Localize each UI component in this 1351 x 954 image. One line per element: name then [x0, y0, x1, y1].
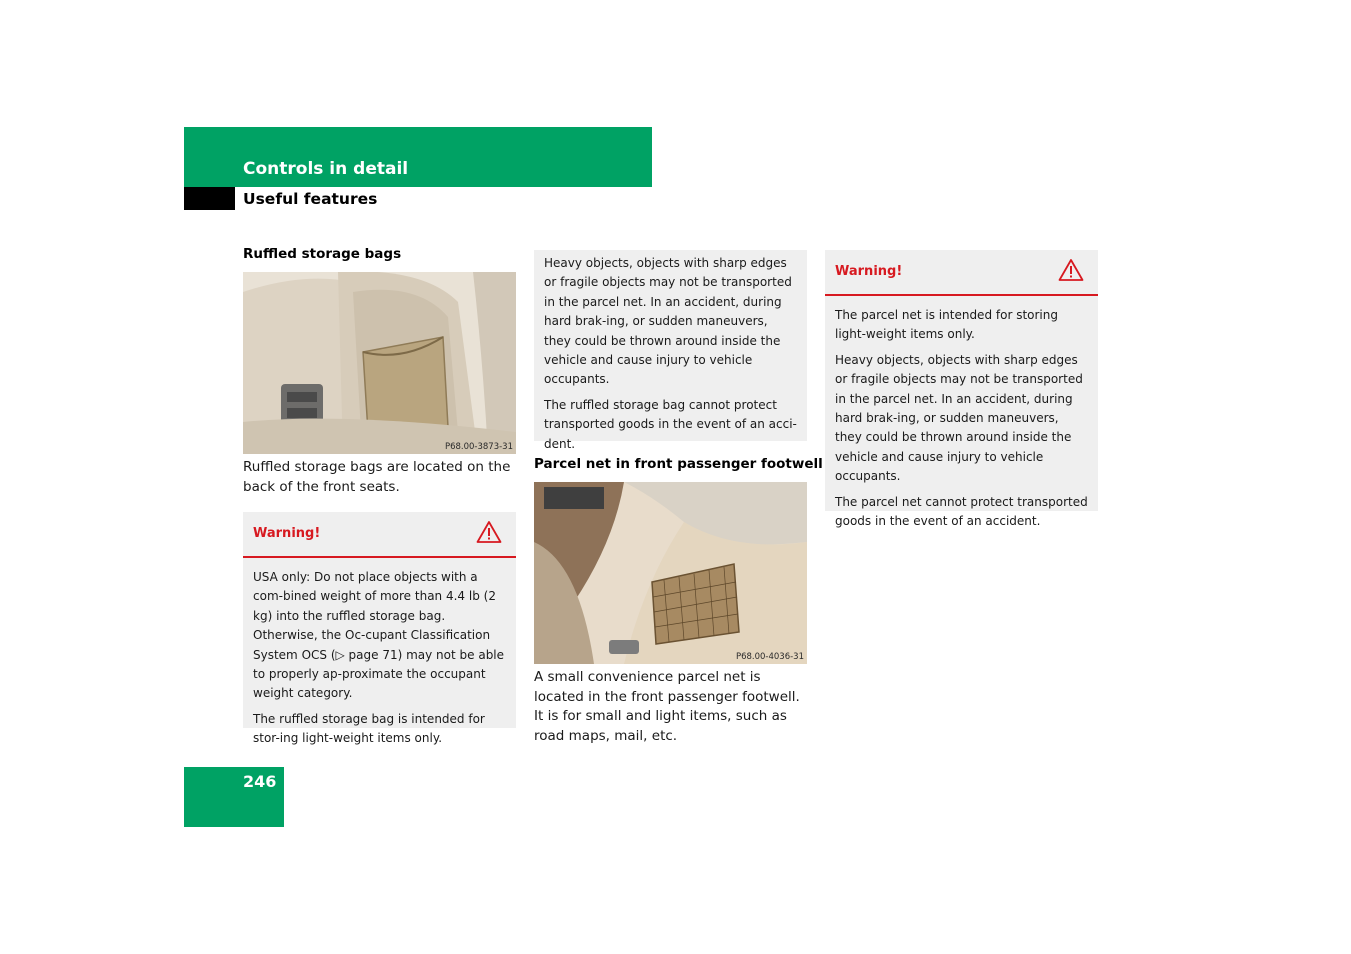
parcel-net-illustration: [534, 482, 807, 664]
warning-paragraph: The parcel net cannot protect transported goods in the event of an accident.: [835, 494, 1088, 529]
note-paragraph: The ruffled storage bag cannot protect transported goods in the event of an acci-dent.: [544, 397, 797, 451]
seat-back-drawing: [243, 272, 516, 454]
warning-box-storage-bag: [243, 512, 516, 746]
image-code: P68.00-4036-31: [735, 652, 804, 662]
footwell-drawing: [534, 482, 807, 664]
note-box-parcel-net: [534, 250, 807, 451]
storage-bag-illustration: [243, 272, 516, 454]
parcel-net-caption: A small convenience parcel net is located in the front passenger footwell. It is for small and light items, such as road maps, mail, etc.: [534, 669, 800, 744]
warning-triangle-icon: [1058, 258, 1084, 286]
image-code: P68.00-3873-31: [444, 442, 513, 452]
page-number: 246: [243, 772, 277, 791]
warning-header: [825, 250, 1098, 296]
heading-parcel-net: Parcel net in front passenger footwell: [534, 456, 823, 472]
warning-paragraph: USA only: Do not place objects with a com-bined weight of more than 4.4 lb (2 kg) into the ruffled storage bag. Otherwise, the Oc-cupant Classification System OCS (▷ page 71) may not be able to properly ap-proximate the occupant weight category.: [253, 570, 505, 701]
note-paragraph: Heavy objects, objects with sharp edges or fragile objects may not be transported in the parcel net. In an accident, during hard brak-ing, or sudden maneuvers, they could be thrown around inside the vehicle and cause injury to vehicle occupants.: [544, 256, 792, 387]
storage-bag-caption: Ruffled storage bags are located on the back of the front seats.: [243, 459, 511, 495]
warning-paragraph: The parcel net is intended for storing light-weight items only.: [835, 308, 1058, 342]
section-title: Controls in detail: [243, 159, 409, 179]
warning-paragraph: The ruffled storage bag is intended for stor-ing light-weight items only.: [253, 711, 485, 746]
warning-label: Warning!: [253, 526, 321, 541]
section-subtitle: Useful features: [243, 190, 378, 208]
heading-ruffled-storage-bags: Ruffled storage bags: [243, 246, 402, 262]
warning-header: [243, 512, 516, 558]
header-marker: [184, 187, 235, 210]
warning-box-parcel-net: [825, 250, 1098, 529]
warning-paragraph: Heavy objects, objects with sharp edges or fragile objects may not be transported in the parcel net. In an accident, during hard brak-ing, or sudden maneuvers, they could be thrown around inside the vehicle and cause injury to vehicle occupants.: [835, 352, 1083, 484]
warning-triangle-icon: [476, 520, 502, 548]
warning-label: Warning!: [835, 264, 903, 279]
